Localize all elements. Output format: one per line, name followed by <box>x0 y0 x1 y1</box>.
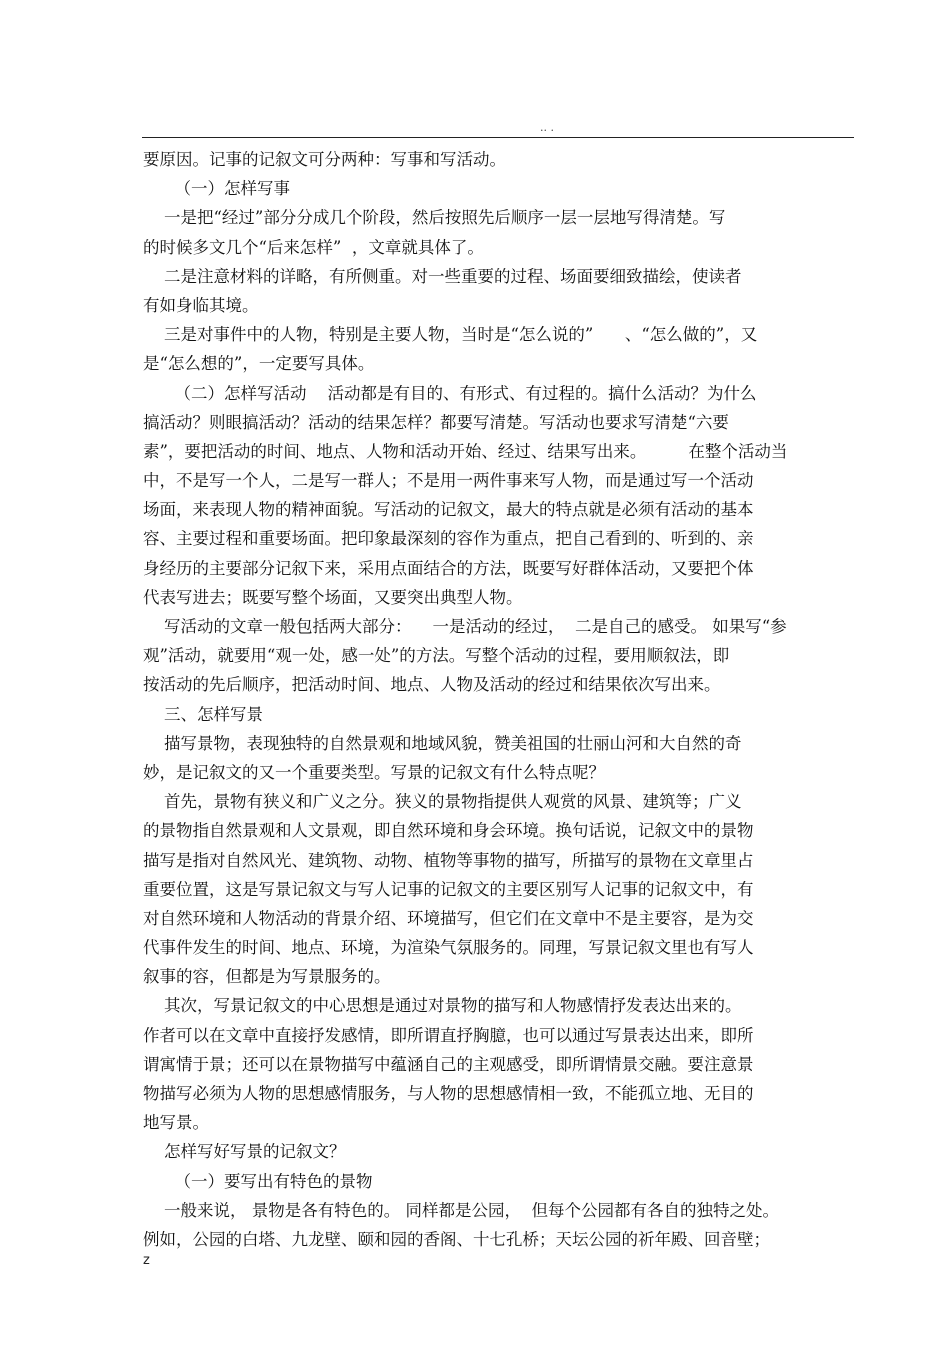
text-line: 重要位置，这是写景记叙文与写人记事的记叙文的主要区别写人记事的记叙文中，有 <box>143 879 754 899</box>
text-line: 叙事的容，但都是为写景服务的。 <box>143 967 391 987</box>
text-line: 写活动的文章一般包括两大部分： 一是活动的经过， 二是自己的感受。 如果写“参 <box>143 617 787 636</box>
text-line: 谓寓情于景；还可以在景物描写中蕴涵自己的主观感受，即所谓情景交融。要注意景 <box>143 1054 754 1074</box>
text-line: 作者可以在文章中直接抒发感情，即所谓直抒胸臆，也可以通过写景表达出来，即所 <box>143 1025 754 1045</box>
text-line: 地写景。 <box>143 1113 209 1133</box>
text-line: 一是把“经过”部分分成几个阶段，然后按照先后顺序一层一层地写得清楚。写 <box>143 208 726 228</box>
text-line: 怎样写好写景的记叙文？ <box>143 1142 346 1162</box>
text-line: 二是注意材料的详略，有所侧重。对一些重要的过程、场面要细致描绘，使读者 <box>143 266 742 286</box>
text-line: 素”，要把活动的时间、地点、人物和活动开始、经过、结果写出来。 在整个活动当 <box>143 441 788 461</box>
text-line: 容、主要过程和重要场面。把印象最深刻的容作为重点，把自己看到的、听到的、亲 <box>143 529 754 549</box>
text-line: 中，不是写一个人，二是写一群人；不是用一两件事来写人物，而是通过写一个活动 <box>143 471 754 491</box>
header-rule <box>142 137 854 138</box>
text-line: 三、怎样写景 <box>143 704 263 724</box>
text-line: 妙，是记叙文的又一个重要类型。写景的记叙文有什么特点呢？ <box>143 762 605 782</box>
text-line: 的时候多文几个“后来怎样” ，文章就具体了。 <box>143 237 484 257</box>
text-line: 代表写进去；既要写整个场面，又要突出典型人物。 <box>143 587 523 607</box>
text-line: 物描写必须为人物的思想感情服务，与人物的思想感情相一致，不能孤立地、无目的 <box>143 1084 754 1103</box>
text-line: （二）怎样写活动 活动都是有目的、有形式、有过程的。搞什么活动？为什么 <box>143 383 757 403</box>
text-line: 首先，景物有狭义和广义之分。狭义的景物指提供人观赏的风景、建筑等；广义 <box>143 792 742 812</box>
document-body <box>143 145 855 1254</box>
text-line: 描写是指对自然风光、建筑物、动物、植物等事物的描写，所描写的景物在文章里占 <box>143 850 754 870</box>
text-line: （一）怎样写事 <box>143 179 290 199</box>
text-line: 描写景物，表现独特的自然景观和地域风貌，赞美祖国的壮丽山河和大自然的奇 <box>143 733 742 753</box>
text-line: 要原因。记事的记叙文可分两种：写事和写活动。 <box>143 150 506 169</box>
text-line: 例如，公园的白塔、九龙壁、颐和园的香阁、十七孔桥；天坛公园的祈年殿、回音壁； <box>143 1229 770 1249</box>
text-line: 搞活动？则眼搞活动？活动的结果怎样？都要写清楚。写活动也要求写清楚“六要 <box>143 412 729 432</box>
text-line: 一般来说， 景物是各有特色的。 同样都是公园， 但每个公园都有各自的独特之处。 <box>143 1200 779 1220</box>
text-line: 身经历的主要部分记叙下来，采用点面结合的方法，既要写好群体活动，又要把个体 <box>143 558 754 578</box>
text-line: 代事件发生的时间、地点、环境，为渲染气氛服务的。同理，写景记叙文里也有写人 <box>143 938 754 958</box>
text-line: 是“怎么想的”，一定要写具体。 <box>143 354 375 374</box>
text-line: 场面，来表现人物的精神面貌。写活动的记叙文，最大的特点就是必须有活动的基本 <box>143 500 754 520</box>
text-line: （一）要写出有特色的景物 <box>143 1171 373 1191</box>
header-mark: .. . <box>540 121 554 134</box>
text-line: 其次，写景记叙文的中心思想是通过对景物的描写和人物感情抒发表达出来的。 <box>143 996 742 1016</box>
text-line: 对自然环境和人物活动的背景介绍、环境描写，但它们在文章中不是主要容，是为交 <box>143 908 754 928</box>
text-line: 按活动的先后顺序，把活动时间、地点、人物及活动的经过和结果依次写出来。 <box>143 675 721 695</box>
text-line: 三是对事件中的人物，特别是主要人物，当时是“怎么说的” 、“怎么做的”，又 <box>143 325 758 345</box>
text-line: 观”活动，就要用“观一处，感一处”的方法。写整个活动的过程，要用顺叙法，即 <box>143 646 730 666</box>
text-line: 有如身临其境。 <box>143 295 259 315</box>
footer-mark: z <box>143 1253 150 1268</box>
text-line: 的景物指自然景观和人文景观，即自然环境和身会环境。换句话说，记叙文中的景物 <box>143 821 754 841</box>
